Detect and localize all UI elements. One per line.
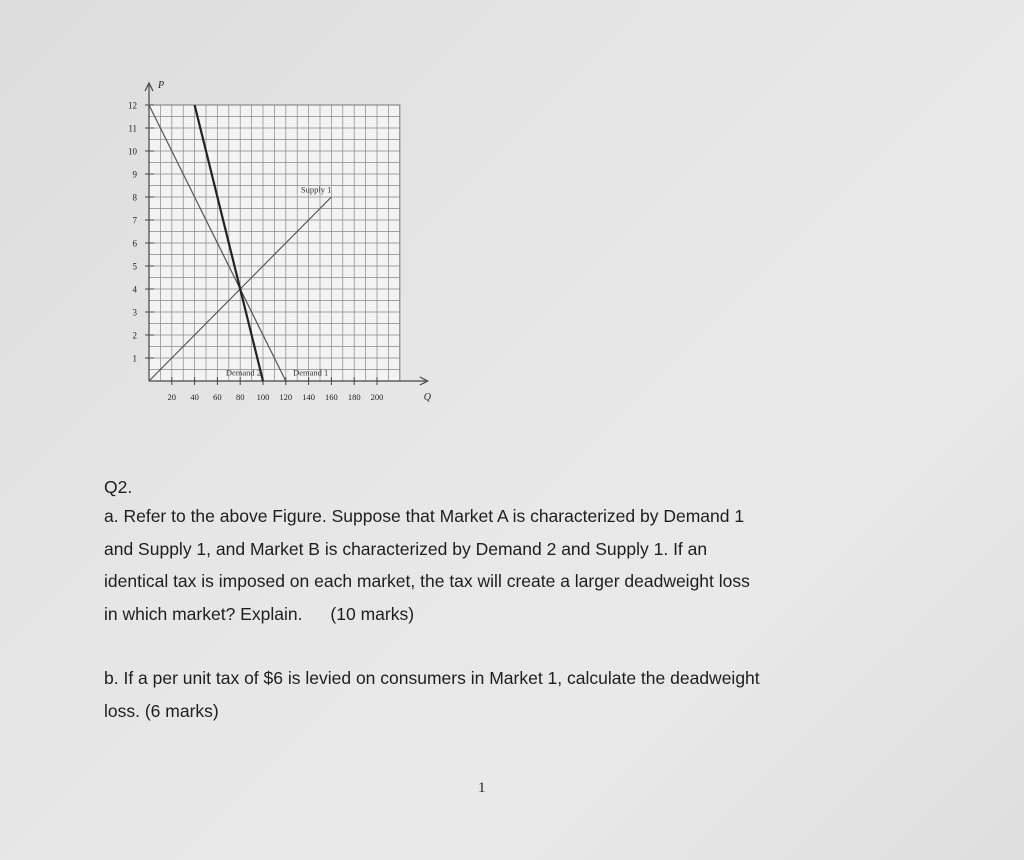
part-a-line: in which market? Explain. (104, 603, 303, 624)
y-tick-label: 3 (132, 307, 137, 318)
part-b-line: loss. (6 marks) (104, 700, 219, 721)
series-label-supply-1: Supply 1 (300, 184, 332, 195)
y-axis-label: P (158, 80, 165, 91)
y-tick-label: 12 (128, 100, 137, 111)
question-title: Q2. (104, 477, 133, 497)
x-tick-label: 140 (302, 392, 315, 402)
question-part-b (104, 662, 924, 727)
y-tick-label: 9 (132, 169, 137, 180)
x-tick-label: 40 (190, 392, 199, 402)
y-tick-label: 7 (132, 215, 137, 226)
x-axis-label: Q (423, 392, 432, 403)
x-tick-label: 180 (347, 392, 361, 402)
y-tick-label: 10 (128, 146, 137, 157)
x-tick-label: 200 (370, 392, 384, 402)
page-number: 1 (478, 780, 486, 796)
y-tick-label: 4 (132, 284, 137, 295)
x-tick-label: 120 (279, 392, 293, 402)
part-a-line: and Supply 1, and Market B is characterized by Demand 2 and Supply 1. If an (104, 538, 708, 559)
x-tick-label: 20 (167, 392, 177, 402)
y-tick-label: 5 (132, 261, 137, 272)
series-label-demand-1: Demand 1 (293, 367, 329, 378)
y-tick-label: 8 (132, 192, 137, 203)
part-a-line: identical tax is imposed on each market, the tax will create a larger deadweight loss (104, 571, 750, 591)
x-tick-label: 100 (256, 392, 270, 402)
part-b-line: b. If a per unit tax of $6 is levied on consumers in Market 1, calculate the deadweight (104, 668, 760, 688)
supply-demand-chart (100, 60, 430, 420)
y-tick-label: 1 (132, 353, 137, 364)
part-a-line: a. Refer to the above Figure. Suppose that Market A is characterized by Demand 1 (104, 506, 745, 526)
part-a-marks: (10 marks) (330, 603, 415, 624)
x-tick-label: 160 (325, 392, 338, 402)
y-tick-label: 6 (132, 238, 137, 249)
y-tick-label: 2 (132, 330, 137, 341)
part-a-last-line (104, 598, 924, 631)
question-part-a (104, 500, 924, 630)
y-tick-label: 11 (128, 123, 137, 134)
x-tick-label: 80 (235, 392, 245, 402)
series-label-demand-2: Demand 2 (225, 367, 261, 378)
x-tick-label: 60 (213, 392, 222, 402)
